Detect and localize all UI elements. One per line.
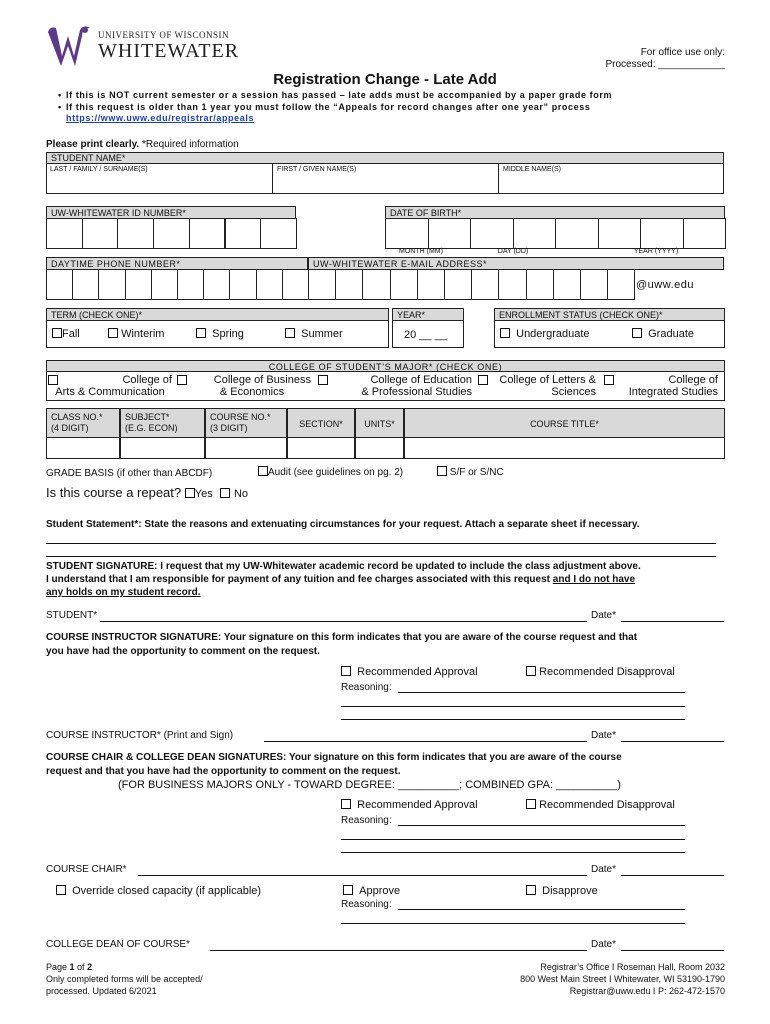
repeat-no-checkbox[interactable] — [220, 488, 230, 498]
university-logo — [44, 22, 244, 72]
dob-digit-cell[interactable] — [385, 218, 429, 249]
col-units: UNITS* — [355, 408, 404, 438]
term-option-fall[interactable]: Fall — [52, 328, 80, 340]
override-capacity-option[interactable]: Override closed capacity (if applicable) — [56, 885, 261, 897]
year-header: YEAR* — [392, 308, 464, 321]
grade-basis-audit[interactable]: Audit (see guidelines on pg. 2) — [258, 466, 403, 478]
dob-header: DATE OF BIRTH* — [385, 206, 725, 219]
checkbox-icon[interactable] — [196, 328, 206, 338]
input-section[interactable] — [287, 437, 355, 459]
phone-digit-cell[interactable] — [229, 269, 256, 300]
chair-reasoning-label: Reasoning: — [341, 815, 392, 826]
checkbox-icon[interactable] — [48, 375, 58, 385]
logo-line1: UNIVERSITY OF WISCONSIN — [98, 30, 230, 40]
term-header: TERM (CHECK ONE)* — [46, 308, 389, 321]
enrollment-graduate[interactable]: Graduate — [632, 328, 694, 340]
instructor-approve-option[interactable]: Recommended Approval — [341, 666, 478, 678]
phone-digit-cell[interactable] — [203, 269, 230, 300]
instructor-date-label: Date* — [591, 730, 617, 741]
chair-disapprove-option[interactable]: Recommended Disapproval — [526, 799, 675, 811]
dob-day-label: DAY (DD) — [497, 248, 529, 255]
id-number-header: UW-WHITEWATER ID NUMBER* — [46, 206, 296, 219]
dean-disapprove-option[interactable]: Disapprove — [526, 885, 598, 897]
term-option-winterim[interactable]: Winterim — [108, 328, 164, 340]
email-char-cell[interactable] — [526, 269, 554, 300]
phone-digit-cell[interactable] — [125, 269, 152, 300]
checkbox-icon[interactable] — [526, 799, 536, 809]
college-option-arts[interactable]: College of Arts & Communication — [48, 374, 172, 398]
dob-month-label: MONTH (MM) — [399, 248, 443, 255]
phone-digit-cell[interactable] — [98, 269, 125, 300]
office-use-label: For office use only: — [640, 47, 725, 58]
instructor-sign-line[interactable] — [264, 741, 587, 742]
enrollment-header: ENROLLMENT STATUS (CHECK ONE)* — [494, 308, 725, 321]
checkbox-icon[interactable] — [52, 328, 62, 338]
reasoning-line[interactable] — [398, 692, 685, 693]
instructor-signature-text: COURSE INSTRUCTOR SIGNATURE: Your signature on this form indicates that you are aware of the course request and that you have had the opportunity to comment on the request. — [46, 632, 638, 657]
last-name-label: LAST / FAMILY / SURNAME(S) — [50, 166, 148, 173]
col-course-title: COURSE TITLE* — [404, 408, 725, 438]
phone-digit-cell[interactable] — [177, 269, 204, 300]
checkbox-icon[interactable] — [478, 375, 488, 385]
office-processed: Processed: ____________ — [605, 59, 725, 70]
dob-digit-cell[interactable] — [513, 218, 557, 249]
input-class-no[interactable] — [46, 437, 120, 459]
id-digit-cell[interactable] — [225, 218, 262, 249]
checkbox-icon[interactable] — [526, 666, 536, 676]
email-suffix: @uww.edu — [636, 279, 694, 291]
college-option-integrated[interactable]: College of Integrated Studies — [604, 374, 718, 398]
email-char-cell[interactable] — [444, 269, 472, 300]
chair-date-line[interactable] — [621, 875, 724, 876]
email-header: UW-WHITEWATER E-MAIL ADDRESS* — [308, 257, 724, 270]
checkbox-icon[interactable] — [526, 885, 536, 895]
instructor-sign-label: COURSE INSTRUCTOR* (Print and Sign) — [46, 730, 234, 741]
chair-sign-line[interactable] — [138, 875, 587, 876]
email-char-cell[interactable] — [498, 269, 526, 300]
dean-date-label: Date* — [591, 939, 617, 950]
phone-digit-cell[interactable] — [72, 269, 99, 300]
email-char-cell[interactable] — [607, 269, 635, 300]
term-option-summer[interactable]: Summer — [285, 328, 343, 340]
checkbox-icon[interactable] — [437, 466, 447, 476]
college-header: COLLEGE OF STUDENT’S MAJOR* (CHECK ONE) — [46, 360, 725, 372]
checkbox-icon[interactable] — [604, 375, 614, 385]
checkbox-icon[interactable] — [258, 466, 268, 476]
enrollment-undergraduate[interactable]: Undergraduate — [500, 328, 590, 340]
student-sign-label: STUDENT* — [46, 610, 98, 621]
phone-digit-cell[interactable] — [256, 269, 283, 300]
col-course-no: COURSE NO.* (3 DIGIT) — [205, 408, 287, 438]
dean-approve-option[interactable]: Approve — [343, 885, 400, 897]
input-course-title[interactable] — [404, 437, 725, 459]
dob-digit-cell[interactable] — [640, 218, 684, 249]
uww-w-logo-icon — [44, 22, 92, 70]
dean-sign-label: COLLEGE DEAN OF COURSE* — [46, 939, 190, 950]
college-option-letters-sciences[interactable]: College of Letters & Sciences — [478, 374, 596, 398]
repeat-question: Is this course a repeat? Yes No — [46, 485, 249, 500]
footer-right: Registrar’s Office I Roseman Hall, Room 2032 800 West Main Street I Whitewater, WI 53190-1790 Registrar@uww.edu I P: 262-472-1570 — [520, 962, 725, 996]
id-digit-cell[interactable] — [153, 218, 190, 249]
reasoning-line[interactable] — [341, 706, 685, 707]
dean-date-line[interactable] — [621, 950, 724, 951]
student-name-header: STUDENT NAME* — [46, 152, 724, 164]
bullet-item: • If this is NOT current semester or a session has passed – late adds must be accompanied by a paper grade form — [58, 90, 613, 100]
email-char-cell[interactable] — [308, 269, 336, 300]
email-char-cell[interactable] — [580, 269, 608, 300]
email-char-cell[interactable] — [417, 269, 445, 300]
print-note: Please print clearly. *Required information — [46, 139, 239, 150]
id-digit-cell[interactable] — [117, 218, 154, 249]
checkbox-icon[interactable] — [341, 666, 351, 676]
email-char-cell[interactable] — [553, 269, 581, 300]
instructor-reasoning-label: Reasoning: — [341, 682, 392, 693]
repeat-yes-checkbox[interactable] — [185, 488, 195, 498]
checkbox-icon[interactable] — [632, 328, 642, 338]
appeals-link[interactable]: https://www.uww.edu/registrar/appeals — [66, 113, 255, 123]
dob-digit-cell[interactable] — [683, 218, 727, 249]
checkbox-icon[interactable] — [56, 885, 66, 895]
checkbox-icon[interactable] — [177, 375, 187, 385]
email-char-cell[interactable] — [471, 269, 499, 300]
checkbox-icon[interactable] — [318, 375, 328, 385]
reasoning-line[interactable] — [341, 719, 685, 720]
student-date-line[interactable] — [621, 621, 724, 622]
col-section: SECTION* — [287, 408, 355, 438]
chair-date-label: Date* — [591, 864, 617, 875]
reasoning-line[interactable] — [398, 909, 685, 910]
year-value[interactable]: 20 __ __ — [404, 329, 447, 341]
id-digit-cell[interactable] — [189, 218, 226, 249]
input-units[interactable] — [355, 437, 404, 459]
dean-reasoning-label: Reasoning: — [341, 899, 392, 910]
instructor-disapprove-option[interactable]: Recommended Disapproval — [526, 666, 675, 678]
dean-sign-line[interactable] — [210, 950, 587, 951]
checkbox-icon[interactable] — [343, 885, 353, 895]
student-statement-label: Student Statement*: State the reasons and extenuating circumstances for your request. Attach a separate sheet if necessary. — [46, 519, 640, 530]
dob-digit-cell[interactable] — [428, 218, 472, 249]
first-name-label: FIRST / GIVEN NAME(S) — [277, 166, 357, 173]
id-digit-cell[interactable] — [260, 218, 297, 249]
checkbox-icon[interactable] — [108, 328, 118, 338]
middle-name-label: MIDDLE NAME(S) — [503, 166, 561, 173]
student-date-label: Date* — [591, 610, 617, 621]
col-class-no: CLASS NO.* (4 DIGIT) — [46, 408, 120, 438]
reasoning-line[interactable] — [341, 852, 685, 853]
chair-signature-text: COURSE CHAIR & COLLEGE DEAN SIGNATURES: Your signature on this form indicates that you are aware of the course request and that you have had the opportunity to comment on the request. — [46, 752, 622, 777]
input-course-no[interactable] — [205, 437, 287, 459]
footer-left: Page 1 of 2 Only completed forms will be accepted/ processed. Updated 6/2021 — [46, 962, 203, 996]
phone-header: DAYTIME PHONE NUMBER* — [46, 257, 308, 270]
page-title: Registration Change - Late Add — [273, 71, 497, 88]
input-subject[interactable] — [120, 437, 205, 459]
phone-digit-cell[interactable] — [151, 269, 178, 300]
grade-basis-label: GRADE BASIS (if other than ABCDF) — [46, 468, 213, 479]
id-digit-cell[interactable] — [82, 218, 119, 249]
statement-line[interactable] — [46, 556, 716, 557]
dob-digit-cell[interactable] — [470, 218, 514, 249]
dob-digit-cell[interactable] — [555, 218, 599, 249]
chair-sign-label: COURSE CHAIR* — [46, 864, 127, 875]
checkbox-icon[interactable] — [500, 328, 510, 338]
business-gpa-line: (FOR BUSINESS MAJORS ONLY - TOWARD DEGREE: __________; COMBINED GPA: __________) — [118, 779, 621, 791]
chair-approve-option[interactable]: Recommended Approval — [341, 799, 478, 811]
college-option-education[interactable]: College of Education & Professional Studies — [318, 374, 472, 398]
dob-year-label: YEAR (YYYY) — [633, 248, 679, 255]
email-char-cell[interactable] — [390, 269, 418, 300]
reasoning-line[interactable] — [341, 923, 685, 924]
checkbox-icon[interactable] — [341, 799, 351, 809]
checkbox-icon[interactable] — [285, 328, 295, 338]
id-digit-cell[interactable] — [46, 218, 83, 249]
logo-line2: WHITEWATER — [98, 40, 240, 62]
instructor-date-line[interactable] — [621, 741, 724, 742]
student-sign-line[interactable] — [100, 621, 587, 622]
email-char-cell[interactable] — [335, 269, 363, 300]
phone-digit-cell[interactable] — [282, 269, 309, 300]
statement-line[interactable] — [46, 543, 716, 544]
email-char-cell[interactable] — [362, 269, 390, 300]
college-option-business[interactable]: College of Business & Economics — [177, 374, 311, 398]
term-option-spring[interactable]: Spring — [196, 328, 244, 340]
grade-basis-sn[interactable]: S/F or S/NC — [437, 466, 504, 478]
phone-digit-cell[interactable] — [46, 269, 73, 300]
page-number: Page 1 of 2 — [46, 962, 93, 972]
student-signature-text: STUDENT SIGNATURE: I request that my UW-Whitewater academic record be updated to include the class adjustment above. I understand that I am responsible for payment of any tuition and fee charges associated with this request and I do not have any holds on my student record. — [46, 561, 641, 598]
bullet-item: • If this request is older than 1 year you must follow the “Appeals for record changes after one year” process — [58, 102, 591, 112]
col-subject: SUBJECT* (E.G. ECON) — [120, 408, 205, 438]
reasoning-line[interactable] — [341, 839, 685, 840]
dob-digit-cell[interactable] — [598, 218, 642, 249]
reasoning-line[interactable] — [398, 825, 685, 826]
